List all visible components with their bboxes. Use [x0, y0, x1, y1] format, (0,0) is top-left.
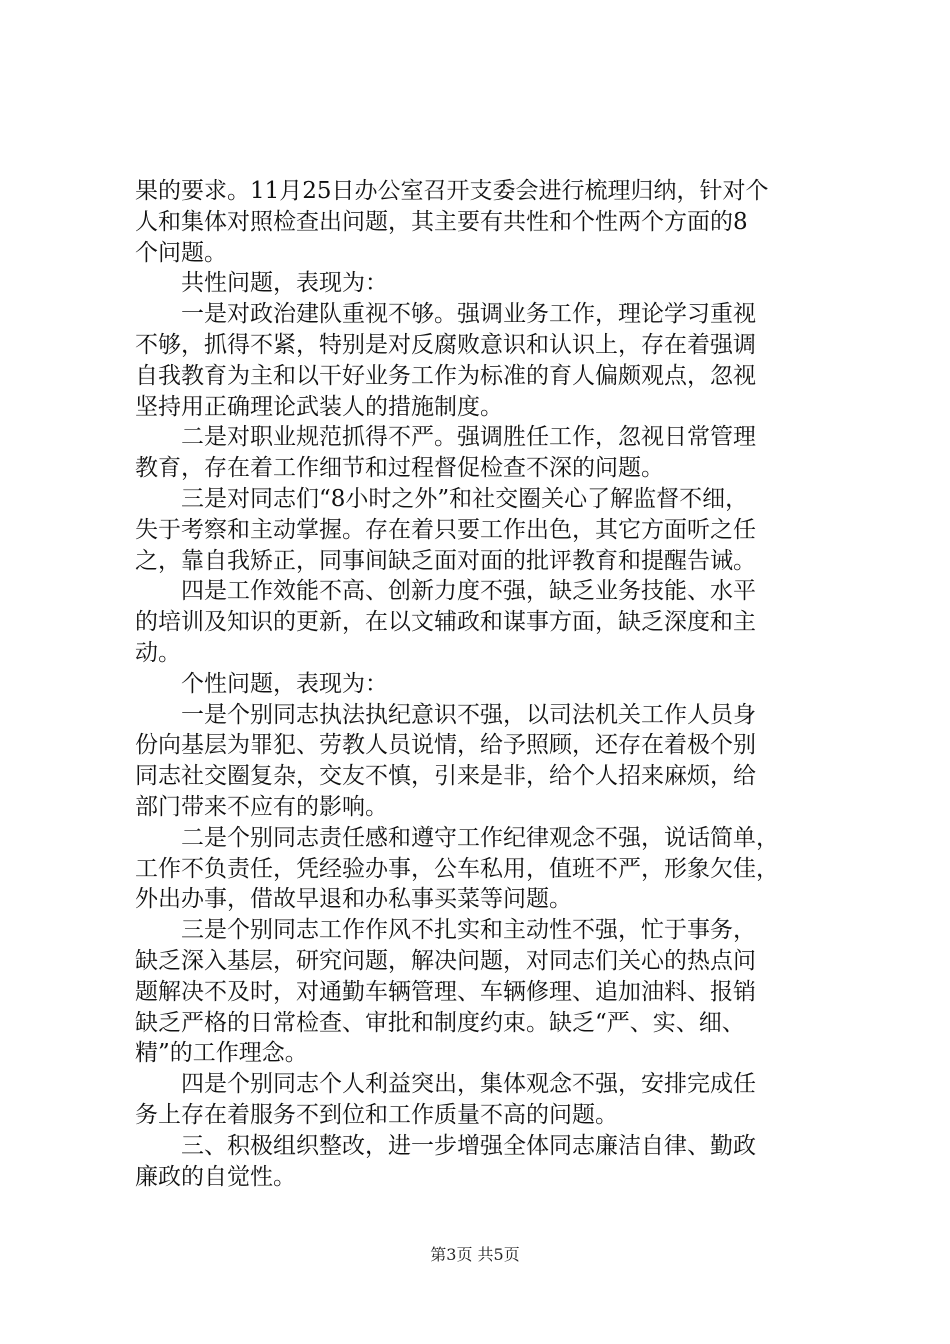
text-line: 个问题。	[135, 239, 227, 266]
page-footer: 第3页 共5页	[430, 1245, 520, 1264]
text-line: 一是对政治建队重视不够。强调业务工作，理论学习重视	[181, 301, 756, 328]
text-line: 部门带来不应有的影响。	[135, 793, 388, 820]
text-line: 失于考察和主动掌握。存在着只要工作出色，其它方面听之任	[135, 516, 756, 543]
text-line: 二是对职业规范抓得不严。强调胜任工作，忽视日常管理	[181, 424, 756, 451]
text-line: 教育，存在着工作细节和过程督促检查不深的问题。	[135, 455, 664, 482]
text-line: 四是工作效能不高、创新力度不强，缺乏业务技能、水平	[181, 578, 756, 605]
text-line: 务上存在着服务不到位和工作质量不高的问题。	[135, 1101, 618, 1128]
text-line: 人和集体对照检查出问题，其主要有共性和个性两个方面的8	[135, 208, 748, 235]
text-line: 精”的工作理念。	[135, 1040, 308, 1067]
text-line: 动。	[135, 639, 181, 666]
text-line: 的培训及知识的更新，在以文辅政和谋事方面，缺乏深度和主	[135, 609, 756, 636]
text-line: 题解决不及时，对通勤车辆管理、车辆修理、追加油料、报销	[135, 978, 756, 1005]
text-line: 二是个别同志责任感和遵守工作纪律观念不强，说话简单，	[181, 824, 779, 851]
text-line: 自我教育为主和以干好业务工作为标准的育人偏颇观点，忽视	[135, 362, 756, 389]
text-line: 共性问题，表现为：	[181, 270, 388, 297]
text-line: 三是对同志们“8小时之外”和社交圈关心了解监督不细，	[181, 485, 749, 512]
text-line: 缺乏深入基层，研究问题，解决问题，对同志们关心的热点问	[135, 947, 756, 974]
text-line: 外出办事，借故早退和办私事买菜等问题。	[135, 886, 572, 913]
text-line: 之，靠自我矫正，同事间缺乏面对面的批评教育和提醒告诫。	[135, 547, 756, 574]
text-line: 份向基层为罪犯、劳教人员说情，给予照顾，还存在着极个别	[135, 732, 756, 759]
text-line: 三是个别同志工作作风不扎实和主动性不强，忙于事务，	[181, 917, 756, 944]
text-line: 工作不负责任，凭经验办事，公车私用，值班不严，形象欠佳，	[135, 855, 779, 882]
text-line: 四是个别同志个人利益突出，集体观念不强，安排完成任	[181, 1071, 756, 1098]
document-body	[135, 176, 835, 1192]
text-line: 三、积极组织整改，进一步增强全体同志廉洁自律、勤政	[181, 1132, 756, 1159]
text-line: 果的要求。11月25日办公室召开支委会进行梳理归纳，针对个	[135, 178, 769, 204]
text-line: 缺乏严格的日常检查、审批和制度约束。缺乏“严、实、细、	[135, 1009, 745, 1036]
text-line: 坚持用正确理论武装人的措施制度。	[135, 393, 503, 420]
text-line: 不够，抓得不紧，特别是对反腐败意识和认识上，存在着强调	[135, 331, 756, 358]
text-line: 同志社交圈复杂，交友不慎，引来是非，给个人招来麻烦，给	[135, 763, 756, 790]
text-line: 个性问题，表现为：	[181, 670, 388, 697]
text-line: 一是个别同志执法执纪意识不强，以司法机关工作人员身	[181, 701, 756, 728]
text-line: 廉政的自觉性。	[135, 1163, 296, 1190]
